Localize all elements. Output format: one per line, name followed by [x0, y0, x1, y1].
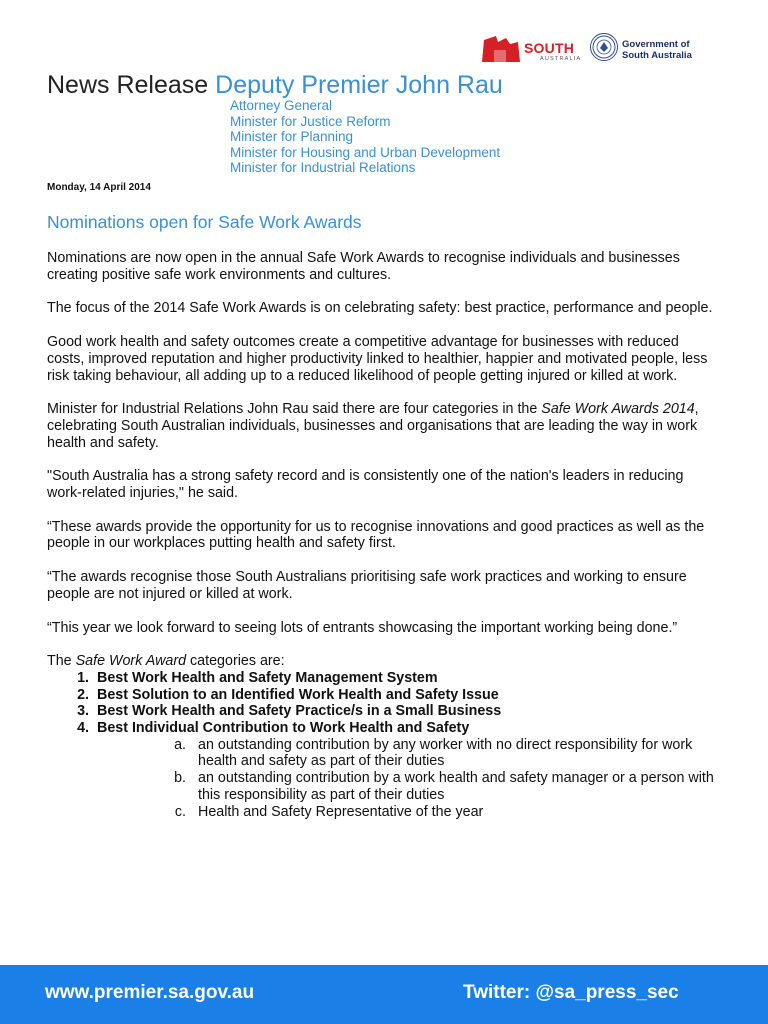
paragraph: The focus of the 2014 Safe Work Awards is on celebrating safety: best practice, performance and people.	[47, 300, 713, 317]
news-release-label: News Release	[47, 71, 209, 99]
sa-subtext: AUSTRALIA	[540, 56, 582, 62]
subcategory-item: c. Health and Safety Representative of the year	[190, 804, 717, 821]
south-australia-logo	[480, 30, 580, 66]
release-body	[47, 250, 717, 820]
paragraph	[47, 401, 717, 451]
paragraph: Nominations are now open in the annual Safe Work Awards to recognise individuals and businesses creating positive safe work environments and cultures.	[47, 250, 680, 283]
award-name: Safe Work Awards 2014	[541, 401, 695, 418]
category-item: 1. Best Work Health and Safety Management System	[93, 670, 717, 687]
intro-text: categories are:	[186, 653, 285, 670]
award-name: Safe Work Award	[75, 653, 187, 670]
quote: “This year we look forward to seeing lots of entrants showcasing the important working being done.”	[47, 619, 678, 636]
gov-line-2: South Australia	[622, 50, 692, 61]
government-logo	[590, 33, 710, 63]
category-item: 4. Best Individual Contribution to Work Health and Safety	[93, 720, 717, 737]
quote: “The awards recognise those South Australians prioritising safe work practices and working to ensure people are not injured or killed at work.	[47, 569, 687, 602]
minister-name: Deputy Premier John Rau	[215, 71, 503, 99]
footer-bar	[0, 965, 768, 1024]
category-item: 3. Best Work Health and Safety Practice/s in a Small Business	[93, 703, 717, 720]
gov-line-1: Government of	[622, 39, 690, 50]
paragraph-text: , celebrating South Australian individuals, businesses and organisations that are leading the way in work health and safety.	[47, 401, 699, 451]
release-headline: Nominations open for Safe Work Awards	[47, 212, 362, 232]
role-item: Minister for Planning	[230, 129, 354, 145]
paragraph-text: Minister for Industrial Relations John Rau said there are four categories in the	[47, 401, 542, 418]
release-date: Monday, 14 April 2014	[47, 182, 151, 193]
minister-roles	[230, 98, 500, 176]
website-link[interactable]: www.premier.sa.gov.au	[45, 982, 255, 1003]
role-item: Minister for Industrial Relations	[230, 160, 416, 176]
release-header	[47, 70, 503, 100]
header-logos	[480, 30, 710, 66]
government-text	[622, 39, 692, 61]
role-item: Minister for Justice Reform	[230, 113, 391, 129]
paragraph: Good work health and safety outcomes create a competitive advantage for businesses with reduced costs, improved reputation and higher productivity linked to healthier, happier and motivated people, less risk taking behaviour, all adding up to a reduced likelihood of people getting injured or killed at work.	[47, 334, 708, 384]
intro-text: The	[47, 653, 76, 670]
quote: “These awards provide the opportunity for us to recognise innovations and good practices as well as the people in our workplaces putting health and safety first.	[47, 518, 705, 552]
sa-map-icon	[480, 32, 522, 64]
crest-icon	[590, 33, 618, 61]
subcategory-wrap	[132, 737, 717, 821]
subcategory-list	[132, 737, 717, 821]
category-list	[47, 670, 717, 737]
category-item: 2. Best Solution to an Identified Work Health and Safety Issue	[93, 687, 717, 704]
subcategory-item: a. an outstanding contribution by any worker with no direct responsibility for work health and safety as part of their duties	[190, 737, 717, 770]
quote: "South Australia has a strong safety record and is consistently one of the nation's leaders in reducing work-related injuries," he said.	[47, 468, 684, 502]
sa-wordmark: SOUTH	[524, 40, 574, 56]
role-item: Attorney General	[230, 98, 333, 113]
subcategory-item: b. an outstanding contribution by a work health and safety manager or a person with this responsibility as part of their duties	[190, 770, 717, 803]
twitter-link[interactable]: Twitter: @sa_press_sec	[463, 982, 679, 1003]
role-item: Minister for Housing and Urban Development	[230, 144, 501, 160]
categories-intro	[47, 653, 717, 670]
